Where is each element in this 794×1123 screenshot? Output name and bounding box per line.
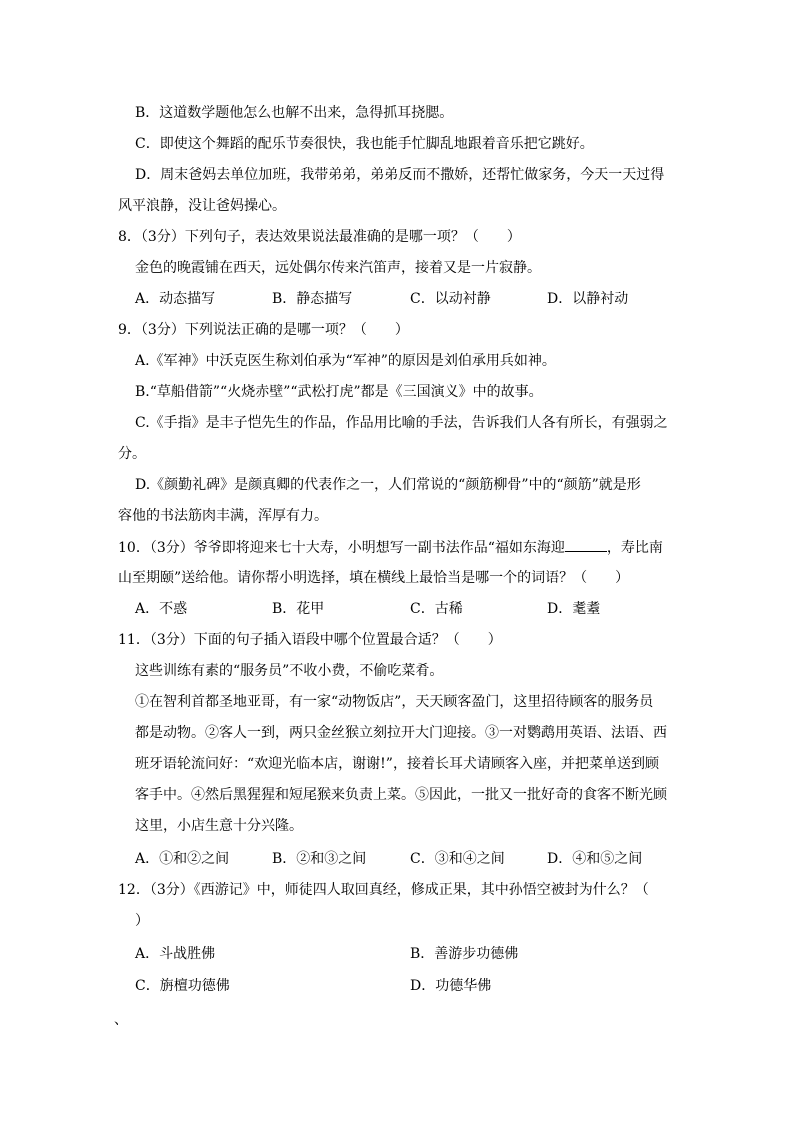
q11-option-b: B．②和③之间 bbox=[272, 851, 367, 867]
q12-stem-line2: ） bbox=[135, 913, 149, 929]
q10-stem-line2: 山至期颐”送给他。请你帮小明选择，填在横线上最恰当是哪一个的词语？（ ） bbox=[118, 570, 630, 586]
q11-passage-line5: 这里，小店生意十分兴隆。 bbox=[135, 818, 303, 834]
q7-option-b: B．这道数学题他怎么也解不出来，急得抓耳挠腮。 bbox=[135, 105, 454, 121]
q11-option-c: C．③和④之间 bbox=[410, 851, 505, 867]
q11-passage-line4: 客手中。④然后黑猩猩和短尾猴来负责上菜。⑤因此，一批又一批好奇的食客不断光顾 bbox=[135, 787, 667, 803]
q10-stem-pre: 10．（3分）爷爷即将迎来七十大寿，小明想写一副书法作品“福如东海迎 bbox=[118, 540, 565, 556]
q12-option-a: A．斗战胜佛 bbox=[135, 946, 216, 962]
q9-option-b: B.“草船借箭”“火烧赤壁”“武松打虎”都是《三国演义》中的故事。 bbox=[135, 384, 543, 400]
q11-sentence: 这些训练有素的“服务员”不收小费，不偷吃菜肴。 bbox=[135, 663, 444, 679]
q12-option-d: D．功德华佛 bbox=[410, 978, 492, 994]
q12-option-b: B．善游步功德佛 bbox=[410, 946, 519, 962]
q8-sentence: 金色的晚霞铺在西天，远处偶尔传来汽笛声，接着又是一片寂静。 bbox=[135, 260, 541, 276]
q8-option-b: B．静态描写 bbox=[272, 291, 353, 307]
stray-mark: 、 bbox=[114, 1012, 128, 1028]
q10-option-c: C．古稀 bbox=[410, 601, 463, 617]
q12-option-c: C．旃檀功德佛 bbox=[135, 978, 230, 994]
q8-option-c: C．以动衬静 bbox=[410, 291, 491, 307]
q11-passage-line2: 都是动物。②客人一到，两只金丝猴立刻拉开大门迎接。③一对鹦鹉用英语、法语、西 bbox=[135, 725, 667, 741]
q10-stem-post: ，寿比南 bbox=[606, 540, 663, 556]
q11-option-d: D．④和⑤之间 bbox=[547, 851, 643, 867]
q9-option-d-line2: 容他的书法筋肉丰满，浑厚有力。 bbox=[118, 508, 328, 524]
q9-option-c-line1: C.《手指》是丰子恺先生的作品，作品用比喻的手法，告诉我们人各有所长，有强弱之 bbox=[135, 415, 668, 431]
q10-option-a: A．不惑 bbox=[135, 601, 188, 617]
q10-stem-line1 bbox=[118, 537, 663, 558]
q11-passage-line3: 班牙语轮流问好：“欢迎光临本店，谢谢!”，接着长耳犬请顾客入座，并把菜单送到顾 bbox=[135, 756, 659, 772]
q9-option-d-line1: D.《颜勤礼碑》是颜真卿的代表作之一，人们常说的“颜筋柳骨”中的“颜筋”就是形 bbox=[135, 477, 641, 493]
q10-option-b: B．花甲 bbox=[272, 601, 325, 617]
q10-option-d: D．耄耋 bbox=[547, 601, 601, 617]
q12-stem-line1: 12．（3分）《西游记》中，师徒四人取回真经，修成正果，其中孙悟空被封为什么？（ bbox=[118, 882, 649, 898]
q11-passage-line1: ①在智利首都圣地亚哥，有一家“动物饭店”，天天顾客盈门，这里招待顾客的服务员 bbox=[135, 694, 654, 710]
q10-fill-blank bbox=[565, 537, 607, 552]
q11-stem: 11．（3分）下面的句子插入语段中哪个位置最合适？（ ） bbox=[118, 632, 502, 648]
q7-option-d-line2: 风平浪静，没让爸妈操心。 bbox=[118, 198, 286, 214]
q9-option-a: A.《军神》中沃克医生称刘伯承为“军神”的原因是刘伯承用兵如神。 bbox=[135, 353, 556, 369]
q8-option-a: A．动态描写 bbox=[135, 291, 216, 307]
q8-option-d: D．以静衬动 bbox=[547, 291, 629, 307]
q9-option-c-line2: 分。 bbox=[118, 446, 146, 462]
q7-option-c: C．即使这个舞蹈的配乐节奏很快，我也能手忙脚乱地跟着音乐把它跳好。 bbox=[135, 136, 594, 152]
q7-option-d-line1: D．周末爸妈去单位加班，我带弟弟，弟弟反而不撒娇，还帮忙做家务，今天一天过得 bbox=[135, 167, 665, 183]
q9-stem: 9．（3分）下列说法正确的是哪一项？（ ） bbox=[118, 322, 409, 338]
q11-option-a: A．①和②之间 bbox=[135, 851, 230, 867]
q8-stem: 8．（3分）下列句子，表达效果说法最准确的是哪一项？（ ） bbox=[118, 229, 521, 245]
